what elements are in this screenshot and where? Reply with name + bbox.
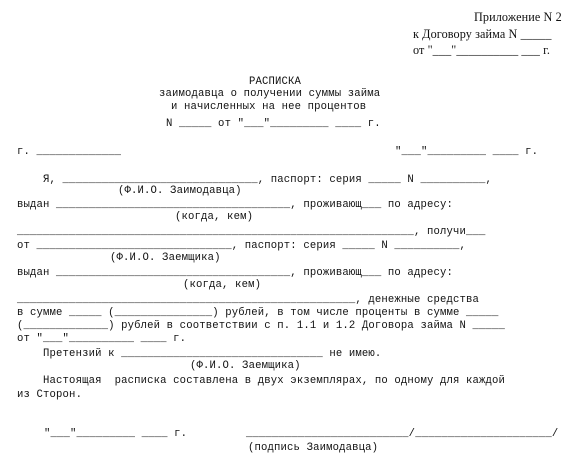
document-title: РАСПИСКА [249,76,302,88]
borrower-issued-line: выдан ____________________________________, проживающ___ по адресу: [17,267,453,279]
borrower-name-caption: (Ф.И.О. Заемщика) [110,252,221,264]
no-claims-caption: (Ф.И.О. Заемщика) [190,360,301,372]
lender-issued-line: выдан ____________________________________, проживающ___ по адресу: [17,199,453,211]
borrower-address-line: _____________________________________________________________, получи___ [17,226,486,238]
receipt-number-line: N _____ от "___"_________ ____ г. [166,118,381,130]
date-field: "___"_________ ____ г. [395,146,539,158]
signature-caption: (подпись Заимодавца) [248,442,379,454]
funds-line-3: (_____________) рублей в соответствии с п. 1.1 и 1.2 Договора займа N _____ [17,320,506,332]
place-field: г. _____________ [17,146,122,158]
lender-issued-caption: (когда, кем) [175,211,254,223]
copies-line-2: из Сторон. [17,389,83,401]
borrower-issued-caption: (когда, кем) [183,279,262,291]
lender-name-caption: (Ф.И.О. Заимодавца) [118,185,242,197]
funds-line-4: от "___"__________ ____ г. [17,333,187,345]
signature-line: _________________________/_____________________/ [246,428,559,440]
appendix-line-3: от "___"__________ ___ г. [413,43,551,57]
appendix-line-2: к Договору займа N _____ [413,27,552,41]
borrower-passport-line: от ______________________________, паспорт: серия _____ N __________, [17,240,467,252]
copies-line-1: Настоящая расписка составлена в двух экземплярах, по одному для каждой [17,375,506,387]
funds-line-1: ____________________________________________________, денежные средства [17,294,480,306]
title-subline-1: заимодавца о получении суммы займа [159,88,381,100]
signature-date: "___"_________ ____ г. [44,428,188,440]
no-claims-line: Претензий к _______________________________ не имею. [17,348,382,360]
appendix-line-1: Приложение N 2 [474,10,562,24]
title-subline-2: и начисленных на нее процентов [171,101,367,113]
funds-line-2: в сумме _____ (_______________) рублей, в том числе проценты в сумме _____ [17,307,499,319]
lender-passport-line: Я, ______________________________, паспорт: серия _____ N __________, [17,174,493,186]
